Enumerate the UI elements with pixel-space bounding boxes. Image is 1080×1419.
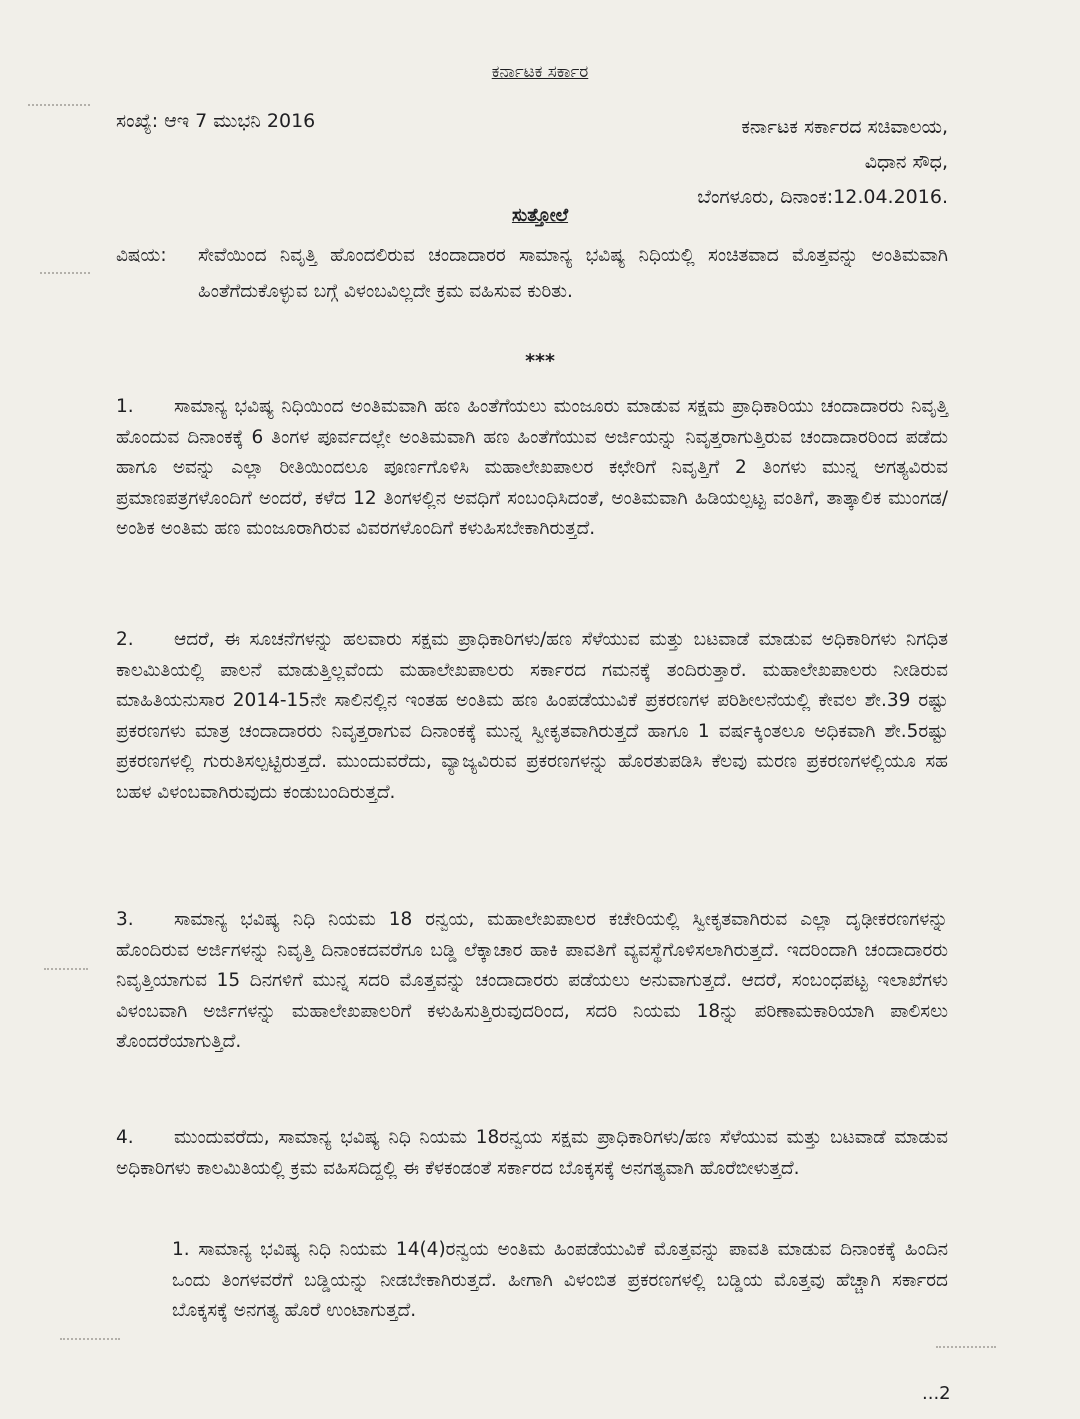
address-line: ವಿಧಾನ ಸೌಧ,: [864, 151, 948, 173]
margin-dots: [44, 968, 88, 970]
address-block: [560, 110, 948, 215]
address-line: ಕರ್ನಾಟಕ ಸರ್ಕಾರದ ಸಚಿವಾಲಯ,: [741, 116, 948, 138]
paragraph-text: ಮುಂದುವರೆದು, ಸಾಮಾನ್ಯ ಭವಿಷ್ಯ ನಿಧಿ ನಿಯಮ 18ರನ್ವಯ ಸಕ್ಷಮ ಪ್ರಾಧಿಕಾರಿಗಳು/ಹಣ ಸೆಳೆಯುವ ಮತ್ತು ಬಟವಾಡೆ ಮಾಡುವ ಅಧಿಕಾರಿಗಳು ಕಾಲಮಿತಿಯಲ್ಲಿ ಕ್ರಮ ವಹಿಸದಿದ್ದಲ್ಲಿ ಈ ಕೆಳಕಂಡಂತೆ ಸರ್ಕಾರದ ಬೊಕ್ಕಸಕ್ಕೆ ಅನಗತ್ಯವಾಗಿ ಹೊರೆಬೀಳುತ್ತದೆ.: [116, 1127, 948, 1179]
reference-number: ಸಂಖ್ಯೆ: ಆಇ 7 ಮುಭನಿ 2016: [116, 110, 316, 132]
paragraph-number: 1.: [116, 396, 134, 417]
margin-dots: [60, 1338, 120, 1340]
margin-dots: [936, 1346, 996, 1348]
margin-dots: [40, 272, 90, 274]
page-indicator: ...2: [922, 1383, 951, 1404]
sub-paragraph-1: [172, 1235, 948, 1327]
paragraph-number: 4.: [116, 1127, 134, 1148]
paragraph-number: 3.: [116, 909, 134, 930]
document-type-title: ಸುತ್ತೋಲೆ: [511, 205, 569, 226]
paragraph-text: ಸಾಮಾನ್ಯ ಭವಿಷ್ಯ ನಿಧಿಯಿಂದ ಅಂತಿಮವಾಗಿ ಹಣ ಹಿಂತೆಗೆಯಲು ಮಂಜೂರು ಮಾಡುವ ಸಕ್ಷಮ ಪ್ರಾಧಿಕಾರಿಯು ಚಂದಾದಾರರು ನಿವೃತ್ತಿ ಹೊಂದುವ ದಿನಾಂಕಕ್ಕೆ 6 ತಿಂಗಳ ಪೂರ್ವದಲ್ಲೇ ಅಂತಿಮವಾಗಿ ಹಣ ಹಿಂತೆಗೆಯುವ ಅರ್ಜಿಯನ್ನು ನಿವೃತ್ತರಾಗುತ್ತಿರುವ ಚಂದಾದಾರರಿಂದ ಪಡೆದು ಹಾಗೂ ಅವನ್ನು ಎಲ್ಲಾ ರೀತಿಯಿಂದಲೂ ಪೂರ್ಣಗೊಳಿಸಿ ಮಹಾಲೇಖಪಾಲರ ಕಛೇರಿಗೆ ನಿವೃತ್ತಿಗೆ 2 ತಿಂಗಳು ಮುನ್ನ ಅಗತ್ಯವಿರುವ ಪ್ರಮಾಣಪತ್ರಗಳೊಂದಿಗೆ ಅಂದರೆ, ಕಳೆದ 12 ತಿಂಗಳಲ್ಲಿನ ಅವಧಿಗೆ ಸಂಬಂಧಿಸಿದಂತೆ, ಅಂತಿಮವಾಗಿ ಹಿಡಿಯಲ್ಪಟ್ಟ ವಂತಿಗೆ, ತಾತ್ಕಾಲಿಕ ಮುಂಗಡ/ಅಂಶಿಕ ಅಂತಿಮ ಹಣ ಮಂಜೂರಾಗಿರುವ ವಿವರಗಳೊಂದಿಗೆ ಕಳುಹಿಸಬೇಕಾಗಿರುತ್ತದೆ.: [116, 396, 948, 540]
paragraph-number: 2.: [116, 629, 134, 650]
margin-dots: [28, 104, 90, 106]
subject-label: ವಿಷಯ:: [116, 245, 167, 266]
paragraph-1: [116, 392, 948, 545]
address-line-date: ಬೆಂಗಳೂರು, ದಿನಾಂಕ:12.04.2016.: [697, 186, 948, 208]
paragraph-3: [116, 905, 948, 1058]
subject-text: ಸೇವೆಯಿಂದ ನಿವೃತ್ತಿ ಹೊಂದಲಿರುವ ಚಂದಾದಾರರ ಸಾಮಾನ್ಯ ಭವಿಷ್ಯ ನಿಧಿಯಲ್ಲಿ ಸಂಚಿತವಾದ ಮೊತ್ತವನ್ನು ಅಂತಿಮವಾಗಿ ಹಿಂತೆಗೆದುಕೊಳ್ಳುವ ಬಗ್ಗೆ ವಿಳಂಬವಿಲ್ಲದೇ ಕ್ರಮ ವಹಿಸುವ ಕುರಿತು.: [198, 245, 948, 302]
separator: ***: [525, 350, 555, 372]
paragraph-text: ಆದರೆ, ಈ ಸೂಚನೆಗಳನ್ನು ಹಲವಾರು ಸಕ್ಷಮ ಪ್ರಾಧಿಕಾರಿಗಳು/ಹಣ ಸೆಳೆಯುವ ಮತ್ತು ಬಟವಾಡೆ ಮಾಡುವ ಅಧಿಕಾರಿಗಳು ನಿಗಧಿತ ಕಾಲಮಿತಿಯಲ್ಲಿ ಪಾಲನೆ ಮಾಡುತ್ತಿಲ್ಲವೆಂದು ಮಹಾಲೇಖಪಾಲರು ಸರ್ಕಾರದ ಗಮನಕ್ಕೆ ತಂದಿರುತ್ತಾರೆ. ಮಹಾಲೇಖಪಾಲರು ನೀಡಿರುವ ಮಾಹಿತಿಯನುಸಾರ 2014-15ನೇ ಸಾಲಿನಲ್ಲಿನ ಇಂತಹ ಅಂತಿಮ ಹಣ ಹಿಂಪಡೆಯುವಿಕೆ ಪ್ರಕರಣಗಳ ಪರಿಶೀಲನೆಯಲ್ಲಿ ಕೇವಲ ಶೇ.39 ರಷ್ಟು ಪ್ರಕರಣಗಳು ಮಾತ್ರ ಚಂದಾದಾರರು ನಿವೃತ್ತರಾಗುವ ದಿನಾಂಕಕ್ಕೆ ಮುನ್ನ ಸ್ವೀಕೃತವಾಗಿರುತ್ತದೆ ಹಾಗೂ 1 ವರ್ಷಕ್ಕಿಂತಲೂ ಅಧಿಕವಾಗಿ ಶೇ.5ರಷ್ಟು ಪ್ರಕರಣಗಳಲ್ಲಿ ಗುರುತಿಸಲ್ಪಟ್ಟಿರುತ್ತದೆ. ಮುಂದುವರೆದು, ವ್ಯಾಜ್ಯವಿರುವ ಪ್ರಕರಣಗಳನ್ನು ಹೊರತುಪಡಿಸಿ ಕೆಲವು ಮರಣ ಪ್ರಕರಣಗಳಲ್ಲಿಯೂ ಸಹ ಬಹಳ ವಿಳಂಬವಾಗಿರುವುದು ಕಂಡುಬಂದಿರುತ್ತದೆ.: [116, 629, 948, 803]
paragraph-4: [116, 1123, 948, 1184]
government-heading: ಕರ್ನಾಟಕ ಸರ್ಕಾರ: [491, 62, 589, 82]
subject-block: [116, 238, 948, 310]
paragraph-text: ಸಾಮಾನ್ಯ ಭವಿಷ್ಯ ನಿಧಿ ನಿಯಮ 18 ರನ್ವಯ, ಮಹಾಲೇಖಪಾಲರ ಕಚೇರಿಯಲ್ಲಿ ಸ್ವೀಕೃತವಾಗಿರುವ ಎಲ್ಲಾ ದೃಢೀಕರಣಗಳನ್ನು ಹೊಂದಿರುವ ಅರ್ಜಿಗಳನ್ನು ನಿವೃತ್ತಿ ದಿನಾಂಕದವರೆಗೂ ಬಡ್ಡಿ ಲೆಕ್ಕಾಚಾರ ಹಾಕಿ ಪಾವತಿಗೆ ವ್ಯವಸ್ಥೆಗೊಳಿಸಲಾಗಿರುತ್ತದೆ. ಇದರಿಂದಾಗಿ ಚಂದಾದಾರರು ನಿವೃತ್ತಿಯಾಗುವ 15 ದಿನಗಳಿಗೆ ಮುನ್ನ ಸದರಿ ಮೊತ್ತವನ್ನು ಚಂದಾದಾರರು ಪಡೆಯಲು ಅನುವಾಗುತ್ತದೆ. ಆದರೆ, ಸಂಬಂಧಪಟ್ಟ ಇಲಾಖೆಗಳು ವಿಳಂಬವಾಗಿ ಅರ್ಜಿಗಳನ್ನು ಮಹಾಲೇಖಪಾಲರಿಗೆ ಕಳುಹಿಸುತ್ತಿರುವುದರಿಂದ, ಸದರಿ ನಿಯಮ 18ನ್ನು ಪರಿಣಾಮಕಾರಿಯಾಗಿ ಪಾಲಿಸಲು ತೊಂದರೆಯಾಗುತ್ತಿದೆ.: [116, 909, 948, 1053]
sub-paragraph-number: 1.: [172, 1239, 190, 1260]
paragraph-2: [116, 625, 948, 809]
sub-paragraph-text: ಸಾಮಾನ್ಯ ಭವಿಷ್ಯ ನಿಧಿ ನಿಯಮ 14(4)ರನ್ವಯ ಅಂತಿಮ ಹಿಂಪಡೆಯುವಿಕೆ ಮೊತ್ತವನ್ನು ಪಾವತಿ ಮಾಡುವ ದಿನಾಂಕಕ್ಕೆ ಹಿಂದಿನ ಒಂದು ತಿಂಗಳವರೆಗೆ ಬಡ್ಡಿಯನ್ನು ನೀಡಬೇಕಾಗಿರುತ್ತದೆ. ಹೀಗಾಗಿ ವಿಳಂಬಿತ ಪ್ರಕರಣಗಳಲ್ಲಿ ಬಡ್ಡಿಯ ಮೊತ್ತವು ಹೆಚ್ಚಾಗಿ ಸರ್ಕಾರದ ಬೊಕ್ಕಸಕ್ಕೆ ಅನಗತ್ಯ ಹೊರೆ ಉಂಟಾಗುತ್ತದೆ.: [172, 1239, 948, 1322]
